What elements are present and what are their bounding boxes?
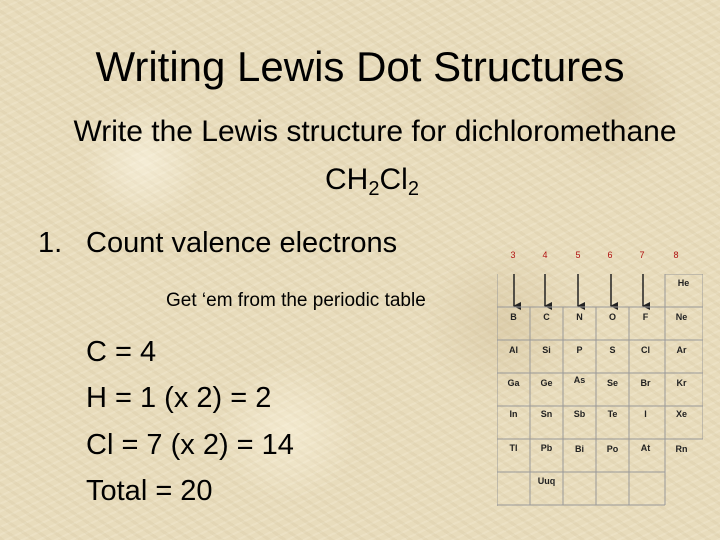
element-cell: S (609, 345, 616, 355)
element-cell: As (573, 375, 586, 385)
element-cell: Se (606, 378, 618, 388)
element-cell: Kr (676, 378, 687, 388)
element-cell: He (677, 278, 690, 288)
calc-hydrogen: H = 1 (x 2) = 2 (86, 382, 272, 414)
element-cell: Ge (540, 378, 553, 388)
calc-chlorine: Cl = 7 (x 2) = 14 (86, 429, 294, 461)
calc-carbon: C = 4 (86, 336, 157, 368)
periodic-table-hint: Get ‘em from the periodic table (166, 290, 426, 311)
element-cell: P (576, 345, 583, 355)
element-cell: N (576, 312, 583, 322)
element-cell: Pb (540, 443, 553, 453)
element-cell: Si (542, 345, 551, 355)
element-cell: Sb (573, 409, 586, 419)
step-text: Count valence electrons (86, 227, 398, 259)
element-cell: Rn (675, 444, 688, 454)
periodic-table (494, 242, 706, 508)
element-cell: Ga (507, 378, 520, 388)
element-cell: Te (607, 409, 618, 419)
element-cell: C (543, 312, 550, 322)
slide-title: Writing Lewis Dot Structures (95, 43, 625, 90)
element-cell: In (509, 409, 518, 419)
element-cell: Br (640, 378, 651, 388)
element-cell: At (640, 443, 651, 453)
calc-total: Total = 20 (86, 475, 213, 507)
formula-part-cl: Cl (379, 163, 408, 196)
element-cell: Sn (540, 409, 553, 419)
periodic-table-grid (497, 274, 703, 506)
element-cell: Po (606, 444, 619, 454)
element-cell: F (642, 312, 649, 322)
formula-subscript-h: 2 (368, 178, 380, 200)
element-cell: O (608, 312, 616, 322)
element-cell: Tl (509, 443, 518, 453)
group-number: 6 (607, 250, 613, 260)
element-cell: Ar (676, 345, 687, 355)
element-cell: Al (509, 345, 518, 355)
element-cell: Cl (641, 345, 650, 355)
formula-part-ch: CH (325, 163, 369, 196)
molecular-formula (325, 162, 419, 198)
group-number: 8 (673, 250, 679, 260)
group-number: 4 (542, 250, 548, 260)
element-cell: B (510, 312, 517, 322)
group-number: 5 (575, 250, 581, 260)
subtitle: Write the Lewis structure for dichloromethane (73, 115, 677, 148)
element-cell: Uuq (537, 476, 556, 486)
element-cell: Ne (675, 312, 688, 322)
group-number: 7 (639, 250, 645, 260)
formula-subscript-cl: 2 (407, 178, 419, 200)
element-cell: Xe (675, 409, 687, 419)
element-cell: I (644, 409, 647, 419)
step-number: 1. (38, 227, 63, 259)
group-number: 3 (510, 250, 516, 260)
element-cell: Bi (575, 444, 584, 454)
step-1 (38, 225, 397, 261)
